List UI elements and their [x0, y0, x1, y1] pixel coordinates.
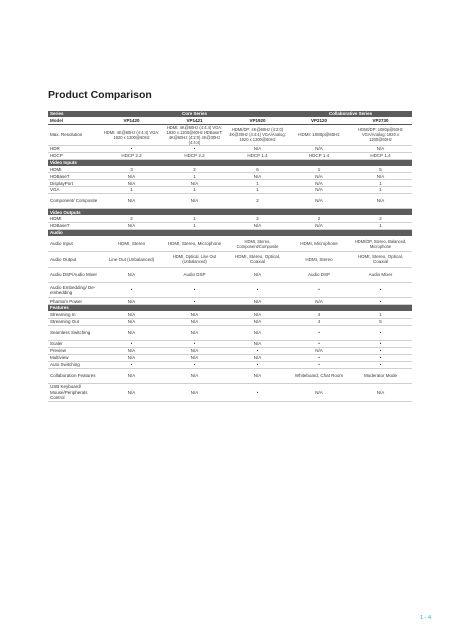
table-cell: 2 [226, 194, 289, 209]
table-row [48, 146, 412, 153]
table-cell: • [349, 325, 412, 340]
page-title: Product Comparison [48, 89, 152, 101]
table-row [48, 236, 412, 251]
table-cell: • [349, 298, 412, 305]
table-cell: 5 [349, 166, 412, 173]
table-cell: N/A [289, 173, 349, 180]
table-row [48, 348, 412, 355]
table-cell: N/A [100, 223, 163, 230]
table-cell: N/A [163, 180, 226, 187]
table-row [48, 180, 412, 187]
model-name: VP2730 [349, 117, 412, 124]
table-cell: N/A [100, 383, 163, 401]
section-header [48, 159, 412, 166]
table-cell: N/A [226, 325, 289, 340]
table-cell: • [349, 341, 412, 348]
row-label: Scaler [48, 341, 100, 348]
table-cell: 1 [349, 223, 412, 230]
table-cell: • [100, 282, 163, 297]
model-label: Model [48, 117, 100, 124]
table-cell: N/A [226, 318, 289, 325]
table-row [48, 152, 412, 159]
table-row [48, 383, 412, 401]
table-cell: • [163, 298, 226, 305]
table-cell: N/A [226, 354, 289, 361]
table-cell: • [289, 325, 349, 340]
table-cell: HDMI, Stereo, Component/Composite [226, 236, 289, 251]
table-row [48, 298, 412, 305]
comparison-body [48, 124, 412, 401]
table-cell: HDCP 1.4 [226, 152, 289, 159]
row-label: HDBaseT [48, 223, 100, 230]
table-row [48, 194, 412, 209]
table-cell: N/A [100, 180, 163, 187]
table-cell: • [349, 354, 412, 361]
table-cell: • [289, 341, 349, 348]
table-cell: N/A [100, 173, 163, 180]
core-series-header: Core Series [100, 111, 289, 117]
table-cell: • [289, 354, 349, 361]
table-cell: N/A [226, 341, 289, 348]
table-row [48, 223, 412, 230]
table-cell: N/A [226, 368, 289, 383]
table-cell: HDMI: 4K@60Hz (4:4:4) VGA: 1920 x 1200@60Hz HDBaseT: 4K@60Hz (4:2:0) 4K@30Hz (4:4:4) [163, 124, 226, 145]
table-cell: 4 [289, 318, 349, 325]
row-label: Max. Resolution [48, 124, 100, 145]
table-cell: • [349, 348, 412, 355]
table-cell: • [289, 361, 349, 368]
table-cell: 2 [226, 216, 289, 223]
table-cell: • [349, 361, 412, 368]
table-cell: • [163, 361, 226, 368]
row-label: HDCP [48, 152, 100, 159]
row-label: Phantom Power [48, 298, 100, 305]
table-cell: N/A [289, 348, 349, 355]
row-label: Audio Output [48, 252, 100, 267]
page-number: 1 - 4 [420, 615, 432, 621]
table-cell: Moderator Mode [349, 368, 412, 383]
table-cell: N/A [100, 312, 163, 319]
row-label: Preview [48, 348, 100, 355]
table-cell: HDMI/DP: 1080p@60Hz VGA/Analog: 1920 x 1200@60Hz [349, 124, 412, 145]
table-cell: • [289, 282, 349, 297]
table-cell: N/A [289, 194, 349, 209]
table-cell: N/A [226, 223, 289, 230]
table-cell: N/A [289, 146, 349, 153]
row-label: Audio DSP/Audio Mixer [48, 267, 100, 282]
model-name: VP2120 [289, 117, 349, 124]
table-cell: N/A [226, 312, 289, 319]
section-title: Video Outputs [48, 209, 412, 216]
row-label: HDMI [48, 216, 100, 223]
table-cell: HDMI, Stereo, Microphone [163, 236, 226, 251]
table-cell: N/A [163, 318, 226, 325]
table-row [48, 282, 412, 297]
table-cell: N/A [100, 194, 163, 209]
table-cell: N/A [100, 267, 163, 282]
table-cell: Audio DSP [289, 267, 349, 282]
table-cell: N/A [163, 383, 226, 401]
table-cell: N/A [163, 348, 226, 355]
table-cell: HDMI: 1080p@60Hz [289, 124, 349, 145]
table-cell: N/A [226, 298, 289, 305]
table-cell: 2 [289, 216, 349, 223]
row-label: Audio Embedding/ De-embedding [48, 282, 100, 297]
table-cell: 1 [226, 187, 289, 194]
model-name: VP1421 [163, 117, 226, 124]
table-cell: HDMI, Stereo [100, 236, 163, 251]
table-cell: • [226, 383, 289, 401]
table-cell: Audio Mixer [349, 267, 412, 282]
table-cell: HDCP 2.2 [163, 152, 226, 159]
table-row [48, 318, 412, 325]
table-cell: N/A [100, 318, 163, 325]
table-cell: HDCP 2.2 [100, 152, 163, 159]
table-cell: N/A [289, 180, 349, 187]
section-title: Video Inputs [48, 159, 412, 166]
table-cell: HDMI: 4K@60Hz (4:4:4) VGA: 1920 x 1200@60Hz [100, 124, 163, 145]
table-cell: N/A [289, 223, 349, 230]
table-cell: • [163, 282, 226, 297]
table-cell: N/A [289, 187, 349, 194]
table-cell: 3 [100, 166, 163, 173]
row-label: VGA [48, 187, 100, 194]
table-cell: N/A [163, 354, 226, 361]
table-row [48, 166, 412, 173]
table-cell: N/A [226, 173, 289, 180]
table-cell: 2 [163, 166, 226, 173]
table-row [48, 354, 412, 361]
section-title: Audio [48, 230, 412, 237]
table-row [48, 216, 412, 223]
table-cell: HDMI/DP, Stereo, Balanced, Microphone [349, 236, 412, 251]
row-label: Audio Input [48, 236, 100, 251]
table-cell: N/A [163, 312, 226, 319]
table-cell: N/A [349, 383, 412, 401]
table-cell: HDMI, Stereo, Optical, Coaxial [226, 252, 289, 267]
table-cell: • [163, 146, 226, 153]
table-cell: • [349, 282, 412, 297]
table-cell: Audio DSP [163, 267, 226, 282]
table-cell: N/A [100, 368, 163, 383]
model-name: VP1420 [100, 117, 163, 124]
table-cell: • [226, 361, 289, 368]
comparison-table [48, 111, 412, 402]
table-cell: • [226, 348, 289, 355]
row-label: Auto Switching [48, 361, 100, 368]
table-cell: 1 [349, 180, 412, 187]
model-row [48, 117, 412, 124]
table-cell: • [100, 146, 163, 153]
table-cell: Line Out (Unbalanced) [100, 252, 163, 267]
table-cell: N/A [289, 383, 349, 401]
section-header [48, 230, 412, 237]
table-row [48, 173, 412, 180]
table-cell: N/A [289, 298, 349, 305]
table-cell: HDCP 1.4 [349, 152, 412, 159]
table-cell: Whiteboard, Chat Room [289, 368, 349, 383]
row-label: USB Keyboard/ Mouse/Peripherals Control [48, 383, 100, 401]
table-cell: N/A [100, 348, 163, 355]
table-row [48, 124, 412, 145]
table-row [48, 267, 412, 282]
row-label: Seamless Switching [48, 325, 100, 340]
collaborative-series-header: Collaborative Series [289, 111, 412, 117]
row-label: HDMI [48, 166, 100, 173]
table-cell: • [226, 282, 289, 297]
table-cell: 1 [163, 173, 226, 180]
series-label: Series [48, 111, 100, 117]
section-title: Features [48, 305, 412, 312]
table-row [48, 325, 412, 340]
model-name: VP1920 [226, 117, 289, 124]
table-row [48, 187, 412, 194]
table-cell: N/A [163, 368, 226, 383]
table-cell: N/A [100, 325, 163, 340]
row-label: Multiview [48, 354, 100, 361]
table-cell: 1 [163, 187, 226, 194]
row-label: DisplayPort [48, 180, 100, 187]
table-cell: HDMI, Microphone [289, 236, 349, 251]
table-cell: 1 [100, 187, 163, 194]
table-cell: HDMI/DP: 4K@60Hz (4:2:0) 4K@30Hz (4:4:4) VGA/Analog: 1920 x 1200@60Hz [226, 124, 289, 145]
table-cell: N/A [226, 146, 289, 153]
table-cell: N/A [100, 298, 163, 305]
table-cell: N/A [163, 194, 226, 209]
table-cell: N/A [163, 325, 226, 340]
table-cell: N/A [349, 173, 412, 180]
row-label: Streaming In [48, 312, 100, 319]
table-row [48, 341, 412, 348]
table-cell: N/A [349, 194, 412, 209]
table-cell: 6 [226, 166, 289, 173]
table-cell: 1 [226, 180, 289, 187]
table-cell: 2 [100, 216, 163, 223]
table-row [48, 361, 412, 368]
table-cell: 5 [349, 318, 412, 325]
table-cell: N/A [349, 146, 412, 153]
table-cell: 1 [349, 312, 412, 319]
row-label: Collaboration Features [48, 368, 100, 383]
row-label: HDR [48, 146, 100, 153]
table-row [48, 312, 412, 319]
table-cell: • [163, 341, 226, 348]
table-cell: 1 [289, 166, 349, 173]
section-header [48, 305, 412, 312]
table-cell: HDMI, Optical, Line Out (Unbalanced) [163, 252, 226, 267]
table-cell: 2 [349, 216, 412, 223]
row-label: Component/ Composite [48, 194, 100, 209]
table-cell: N/A [100, 354, 163, 361]
row-label: HDBaseT [48, 173, 100, 180]
table-cell: • [100, 361, 163, 368]
table-cell: 1 [163, 223, 226, 230]
table-cell: N/A [226, 267, 289, 282]
table-row [48, 252, 412, 267]
table-cell: HDCP 1.4 [289, 152, 349, 159]
table-row [48, 368, 412, 383]
section-header [48, 209, 412, 216]
table-cell: • [100, 341, 163, 348]
table-cell: HDMI, Stereo [289, 252, 349, 267]
row-label: Streaming Out [48, 318, 100, 325]
table-cell: HDMI, Stereo, Optical, Coaxial [349, 252, 412, 267]
table-cell: 1 [349, 187, 412, 194]
table-cell: 1 [163, 216, 226, 223]
table-cell: 4 [289, 312, 349, 319]
